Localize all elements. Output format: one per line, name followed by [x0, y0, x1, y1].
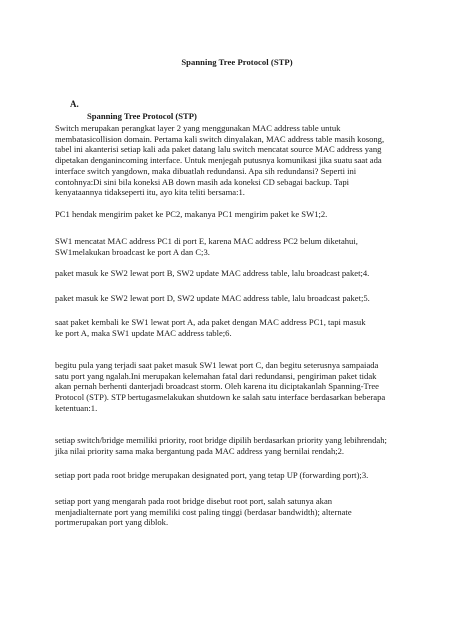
paragraph-rule: setiap port yang mengarah pada root bridge disebut root port, salah satunya akan menjadialternate port yang memiliki cost paling tinggi (berdasar bandwidth); alternate portmerupakan port yang diblok. — [55, 496, 352, 528]
section-heading: Spanning Tree Protocol (STP) — [87, 111, 197, 121]
document-title: Spanning Tree Protocol (STP) — [181, 57, 293, 67]
paragraph-rule: setiap switch/bridge memiliki priority, root bridge dipilih berdasarkan priority yang lebihrendah; jika nilai priority sama maka bergantung pada MAC address yang bernilai rendah;2. — [55, 435, 387, 456]
paragraph-step: saat paket kembali ke SW1 lewat port A, ada paket dengan MAC address PC1, tapi masuk ke port A, maka SW1 update MAC address table;6. — [55, 317, 366, 338]
paragraph-step: SW1 mencatat MAC address PC1 di port E, karena MAC address PC2 belum diketahui, SW1melakukan broadcast ke port A dan C;3. — [55, 236, 358, 257]
paragraph-step: PC1 hendak mengirim paket ke PC2, makanya PC1 mengirim paket ke SW1;2. — [55, 209, 328, 219]
section-marker: A. — [70, 99, 79, 109]
paragraph-step: paket masuk ke SW2 lewat port D, SW2 update MAC address table, lalu broadcast paket;5. — [55, 293, 370, 303]
paragraph-broadcast-storm: begitu pula yang terjadi saat paket masuk SW1 lewat port C, dan begitu seterusnya sampaiada satu port yang ngalah.Ini merupakan kelemahan fatal dari redundansi, pengiriman paket tidak akan pernah berhenti danterjadi broadcast storm. Oleh karena itu diciptakanlah Spanning-Tree Protocol (STP). STP bertugasmelakukan shutdown ke salah satu interface berdasarkan beberapa ketentuan:1. — [55, 360, 386, 413]
paragraph-step: paket masuk ke SW2 lewat port B, SW2 update MAC address table, lalu broadcast paket;4. — [55, 268, 370, 278]
paragraph-rule: setiap port pada root bridge merupakan designated port, yang tetap UP (forwarding port);3. — [55, 470, 369, 480]
paragraph-intro: Switch merupakan perangkat layer 2 yang menggunakan MAC address table untuk membatasicollision domain. Pertama kali switch dinyalakan, MAC address table masih kosong, tabel ini akanterisi setiap kali ada paket datang lalu switch mencatat source MAC address yang dipetakan denganincoming interface. Untuk menjegah putusnya komunikasi jika suatu saat ada interface switch yangdown, maka dibuatlah redundansi. Apa sih redundansi? Seperti ini contohnya:Di sini bila koneksi AB down masih ada koneksi CD sebagai backup. Tapi kenyataannya tidakseperti itu, ayo kita teliti bersama:1. — [55, 123, 385, 198]
